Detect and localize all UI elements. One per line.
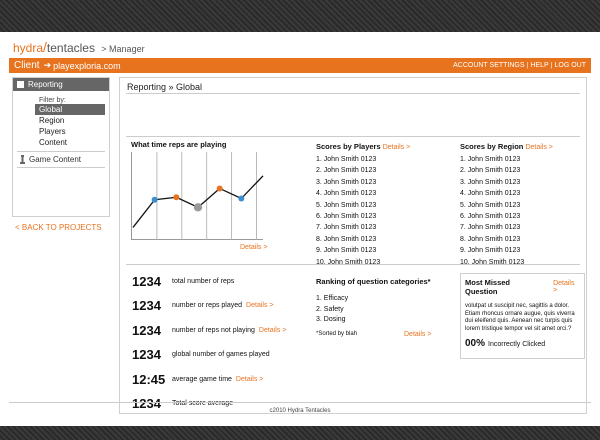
sidebar-section-reporting[interactable]: Reporting xyxy=(13,78,109,91)
list-item: 3. John Smith 0123 xyxy=(316,178,377,186)
chart-title: What time reps are playing xyxy=(131,140,227,149)
players-details-link[interactable]: Details > xyxy=(382,144,411,151)
arrow-right-icon: ➔ xyxy=(43,60,52,70)
data-point[interactable] xyxy=(152,197,158,203)
account-settings-link[interactable]: ACCOUNT SETTINGS xyxy=(453,62,525,69)
sidebar-item-players[interactable]: Players xyxy=(39,127,66,136)
list-item: 3. John Smith 0123 xyxy=(460,178,521,186)
missed-details-link[interactable]: Details > xyxy=(553,280,575,294)
copyright: c2010 Hydra Tentacles xyxy=(269,408,331,414)
list-item: 5. John Smith 0123 xyxy=(460,201,521,209)
list-item: 6. John Smith 0123 xyxy=(460,213,521,221)
divider xyxy=(17,167,105,168)
list-item: 4. John Smith 0123 xyxy=(460,190,521,198)
chart-details-link[interactable]: Details > xyxy=(240,244,268,251)
players-title: Scores by Players Details > xyxy=(316,142,411,151)
chess-piece-icon xyxy=(19,155,26,164)
region-details-link[interactable]: Details > xyxy=(525,144,553,151)
region-title: Scores by Region Details > xyxy=(460,142,553,151)
sidebar-item-region[interactable]: Region xyxy=(39,116,65,125)
list-item: 1. John Smith 0123 xyxy=(316,156,377,163)
stat-reps-played: 1234 number or reps played Details > xyxy=(132,298,274,313)
missed-percent: 00% xyxy=(465,338,486,349)
logout-link[interactable]: LOG OUT xyxy=(554,62,586,69)
reps-played-details-link[interactable]: Details > xyxy=(246,302,274,309)
sidebar xyxy=(12,77,110,217)
stat-avg-game-time: 12:45 average game time Details > xyxy=(132,372,264,387)
back-to-projects-link[interactable]: < BACK TO PROJECTS xyxy=(15,223,102,232)
list-item: 3. Dosing xyxy=(316,316,346,323)
main-panel xyxy=(119,77,587,414)
client-bar xyxy=(9,58,591,73)
list-item: 1. Efficacy xyxy=(316,295,349,302)
data-point[interactable] xyxy=(217,185,223,191)
sidebar-item-game-content[interactable]: Game Content xyxy=(19,155,109,164)
client-label: Client xyxy=(14,60,40,71)
list-item: 7. John Smith 0123 xyxy=(316,224,377,232)
data-point[interactable] xyxy=(238,196,244,202)
stat-total-reps: 1234 total number of reps xyxy=(132,274,235,289)
footer-divider xyxy=(9,402,591,403)
sorted-note: *Sorted by blah xyxy=(316,331,358,337)
list-item: 2. John Smith 0123 xyxy=(460,167,521,175)
list-item: 10. John Smith 0123 xyxy=(460,258,525,266)
line-chart xyxy=(131,152,263,240)
bottom-background xyxy=(0,426,600,440)
filter-label: Filter by: xyxy=(39,97,66,104)
list-item: 9. John Smith 0123 xyxy=(460,247,521,255)
top-nav: ACCOUNT SETTINGS | HELP | LOG OUT xyxy=(453,62,586,69)
sidebar-item-content[interactable]: Content xyxy=(39,138,68,147)
missed-percent-label: Incorrectly Clicked xyxy=(488,341,546,348)
most-missed-question-card xyxy=(460,273,585,359)
ranking-list xyxy=(316,294,348,326)
logo[interactable]: hydra/tentacles > Manager xyxy=(13,39,145,55)
client-name: playexploria.com xyxy=(53,60,121,71)
list-item: 8. John Smith 0123 xyxy=(316,235,377,243)
avg-game-time-details-link[interactable]: Details > xyxy=(235,376,264,383)
list-item: 2. John Smith 0123 xyxy=(316,167,377,175)
top-background xyxy=(0,0,600,32)
help-link[interactable]: HELP xyxy=(530,62,549,69)
missed-question-text: volutpat ut suscipit nec, sagittis a dolor. Etiam rhoncus ornare augue, quis viverra dui eleifend quis. Aenean nec turpis quis lorem tristique tempor vel sit amet orci.? xyxy=(465,303,575,332)
checkbox-icon[interactable] xyxy=(17,81,24,88)
list-item: 10. John Smith 0123 xyxy=(316,258,381,266)
list-item: 2. Safety xyxy=(316,305,344,313)
list-item: 9. John Smith 0123 xyxy=(316,247,377,255)
list-item: 1. John Smith 0123 xyxy=(460,156,521,163)
breadcrumb: Reporting » Global xyxy=(127,82,203,92)
data-point[interactable] xyxy=(194,203,202,211)
reps-not-playing-details-link[interactable]: Details > xyxy=(258,327,287,334)
stat-games-played: 1234 global number of games played xyxy=(132,347,270,362)
ranking-title: Ranking of question categories* xyxy=(316,277,431,286)
list-item: 4. John Smith 0123 xyxy=(316,190,377,198)
data-point[interactable] xyxy=(173,194,179,200)
page xyxy=(9,32,591,426)
stat-total-score-average: 1234 Total score average xyxy=(132,396,234,411)
players-list xyxy=(316,154,380,268)
divider xyxy=(126,264,580,265)
divider xyxy=(126,136,580,137)
stat-reps-not-playing: 1234 number of reps not playing Details > xyxy=(132,323,287,338)
divider xyxy=(17,151,105,152)
list-item: 5. John Smith 0123 xyxy=(316,201,377,209)
region-list xyxy=(460,154,524,268)
list-item: 6. John Smith 0123 xyxy=(316,213,377,221)
list-item: 8. John Smith 0123 xyxy=(460,235,521,243)
sidebar-item-global[interactable]: Global xyxy=(35,104,105,115)
missed-title: Most Missed Question xyxy=(465,278,511,296)
divider xyxy=(126,93,580,94)
ranking-details-link[interactable]: Details > xyxy=(404,331,432,338)
list-item: 7. John Smith 0123 xyxy=(460,224,521,232)
chart-svg xyxy=(132,152,264,240)
